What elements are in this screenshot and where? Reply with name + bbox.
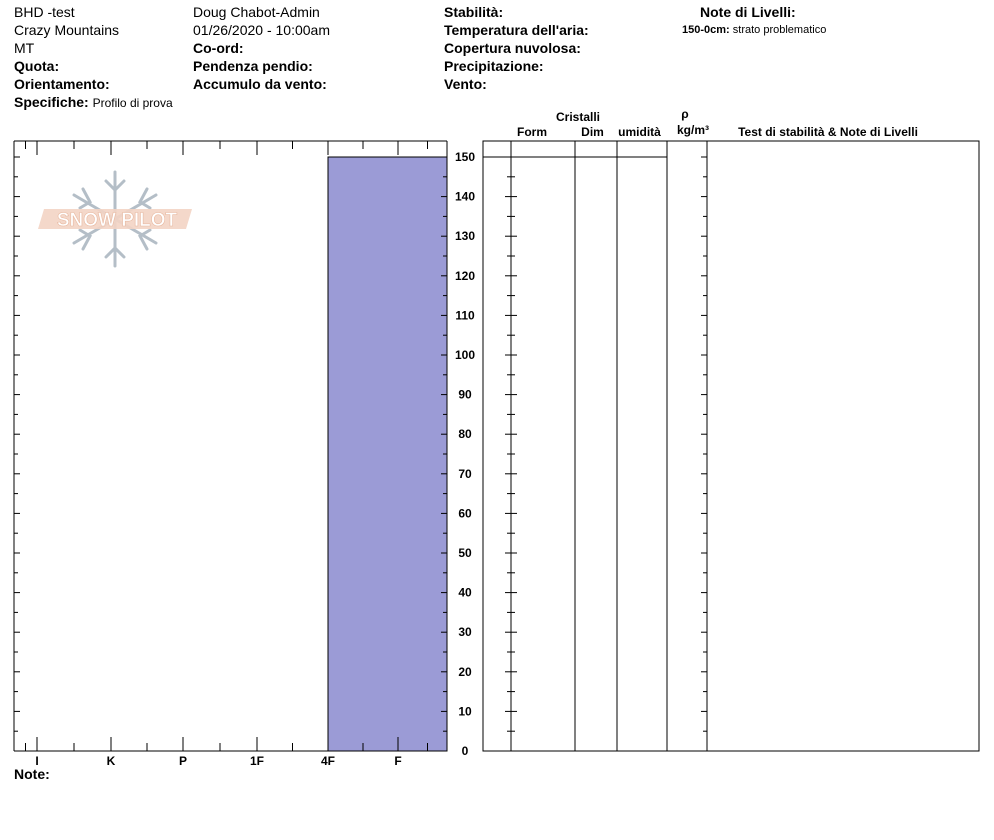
density-unit-header: kg/m³	[676, 123, 709, 137]
note-livelli-title: Note di Livelli:	[700, 4, 796, 20]
umidita-header: umidità	[618, 125, 661, 139]
observer-name: Doug Chabot-Admin	[193, 4, 320, 20]
stabilita-label: Stabilità:	[444, 4, 504, 20]
orientamento-label: Orientamento:	[14, 76, 110, 92]
hardness-tick-label: P	[178, 754, 188, 768]
dim-header: Dim	[581, 125, 604, 139]
depth-tick-label: 90	[458, 387, 472, 402]
depth-tick-label: 10	[458, 704, 472, 719]
note-livelli-text: strato problematico	[732, 24, 827, 36]
depth-tick-label: 110	[455, 308, 475, 323]
hardness-tick-label: K	[106, 754, 116, 768]
accumulo-label: Accumulo da vento:	[193, 76, 327, 92]
precipitazione-label: Precipitazione:	[444, 58, 544, 74]
hardness-tick-label: F	[394, 754, 402, 768]
hardness-tick-label: 1F	[249, 754, 265, 768]
depth-tick-label: 140	[454, 189, 476, 204]
depth-tick-label: 150	[454, 150, 476, 164]
rho-header: ρ	[681, 107, 689, 121]
layer-bar	[328, 157, 447, 751]
depth-tick-label: 50	[458, 546, 472, 560]
vento-label: Vento:	[444, 76, 487, 92]
temperatura-label: Temperatura dell'aria:	[444, 22, 589, 38]
form-header: Form	[517, 125, 547, 139]
depth-tick-label: 20	[458, 664, 472, 679]
depth-tick-label: 100	[454, 348, 476, 362]
test-notes-header: Test di stabilità & Note di Livelli	[738, 125, 918, 139]
location-name: BHD -test	[14, 4, 75, 20]
range-name: Crazy Mountains	[14, 22, 120, 38]
quota-label: Quota:	[14, 58, 60, 74]
coord-label: Co-ord:	[193, 40, 244, 56]
depth-tick-label: 0	[461, 744, 469, 758]
depth-tick-label: 40	[458, 585, 472, 600]
logo-text: SNOW PILOT	[56, 210, 178, 231]
pendenza-label: Pendenza pendio:	[193, 58, 313, 74]
depth-tick-label: 120	[454, 268, 476, 283]
depth-tick-label: 80	[458, 427, 472, 442]
depth-tick-label: 130	[454, 229, 476, 244]
specifiche-value: Profilo di prova	[92, 96, 173, 110]
date-time: 01/26/2020 - 10:00am	[193, 22, 330, 38]
specifiche-label: Specifiche:	[14, 94, 89, 110]
depth-tick-label: 60	[458, 506, 472, 521]
cristalli-header: Cristalli	[555, 110, 600, 124]
depth-tick-label: 70	[458, 466, 472, 481]
note-livelli-range: 150-0cm:	[682, 24, 730, 36]
hardness-tick-label: 4F	[320, 754, 336, 768]
layer-table-frame	[483, 141, 979, 751]
state-name: MT	[14, 40, 35, 56]
depth-tick-label: 30	[458, 625, 472, 640]
copertura-label: Copertura nuvolosa:	[444, 40, 581, 56]
hardness-tick-label: I	[35, 754, 39, 768]
note-label: Note:	[14, 766, 50, 782]
